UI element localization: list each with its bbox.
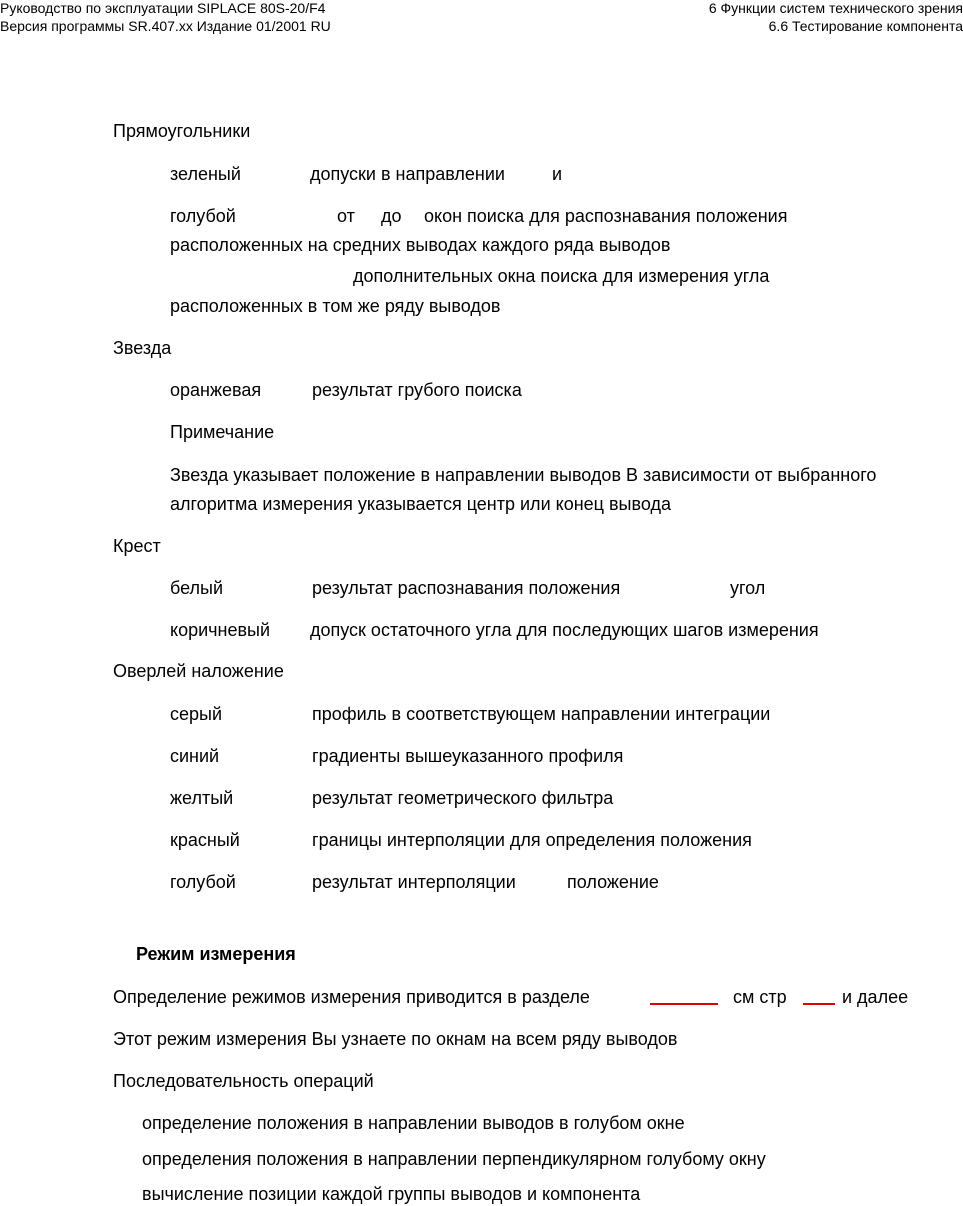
sequence-step: определения положения в направлении перпендикулярном голубому окну <box>142 1149 766 1169</box>
section-heading: Оверлей наложение <box>113 661 284 681</box>
color-label: серый <box>170 704 223 724</box>
definition-tail: и далее <box>842 987 909 1007</box>
description: результат грубого поиска <box>312 380 522 400</box>
to-text: до <box>381 206 402 226</box>
color-label: коричневый <box>170 620 271 640</box>
description: расположенных в том же ряду выводов <box>170 296 501 316</box>
description-tail: и <box>552 164 563 184</box>
description: градиенты вышеуказанного профиля <box>312 746 624 766</box>
description: профиль в соответствующем направлении интеграции <box>312 704 771 724</box>
blank-section-reference <box>650 1003 718 1005</box>
header-section: 6.6 Тестирование компонента <box>768 18 963 34</box>
section-heading: Режим измерения <box>136 944 296 964</box>
description-tail: положение <box>567 872 659 892</box>
from-text: от <box>337 206 355 226</box>
color-label: синий <box>170 746 220 766</box>
header-version: Версия программы SR.407.xx Издание 01/2001 RU <box>0 18 331 34</box>
description: дополнительных окна поиска для измерения угла <box>353 266 770 286</box>
description: окон поиска для распознавания положения <box>424 206 788 226</box>
definition-text: Определение режимов измерения приводится в разделе <box>113 987 590 1007</box>
description: результат геометрического фильтра <box>312 788 614 808</box>
color-label: голубой <box>170 872 236 892</box>
paragraph: Этот режим измерения Вы узнаете по окнам на всем ряду выводов <box>113 1029 678 1049</box>
description: допуски в направлении <box>310 164 505 184</box>
note-text: Звезда указывает положение в направлении выводов В зависимости от выбранного <box>170 465 877 485</box>
color-label: белый <box>170 578 224 598</box>
note-text: алгоритма измерения указывается центр или конец вывода <box>170 494 671 514</box>
sequence-step: определение положения в направлении выводов в голубом окне <box>142 1113 685 1133</box>
description: расположенных на средних выводах каждого ряда выводов <box>170 235 671 255</box>
section-heading: Крест <box>113 536 161 556</box>
color-label: оранжевая <box>170 380 262 400</box>
section-heading: Звезда <box>113 338 172 358</box>
blank-page-reference <box>803 1003 835 1005</box>
description: результат интерполяции <box>312 872 516 892</box>
description: результат распознавания положения <box>312 578 621 598</box>
color-label: зеленый <box>170 164 241 184</box>
see-page-text: см стр <box>733 987 787 1007</box>
description: границы интерполяции для определения положения <box>312 830 752 850</box>
section-heading: Прямоугольники <box>113 121 251 141</box>
header-chapter: 6 Функции систем технического зрения <box>708 0 963 16</box>
sequence-step: вычисление позиции каждой группы выводов и компонента <box>142 1184 641 1204</box>
description-tail: угол <box>730 578 766 598</box>
header-manual-title: Руководство по эксплуатации SIPLACE 80S-20/F4 <box>0 0 326 16</box>
sequence-label: Последовательность операций <box>113 1071 374 1091</box>
description: допуск остаточного угла для последующих шагов измерения <box>310 620 819 640</box>
color-label: красный <box>170 830 240 850</box>
color-label: голубой <box>170 206 236 226</box>
note-label: Примечание <box>170 422 275 442</box>
color-label: желтый <box>170 788 234 808</box>
